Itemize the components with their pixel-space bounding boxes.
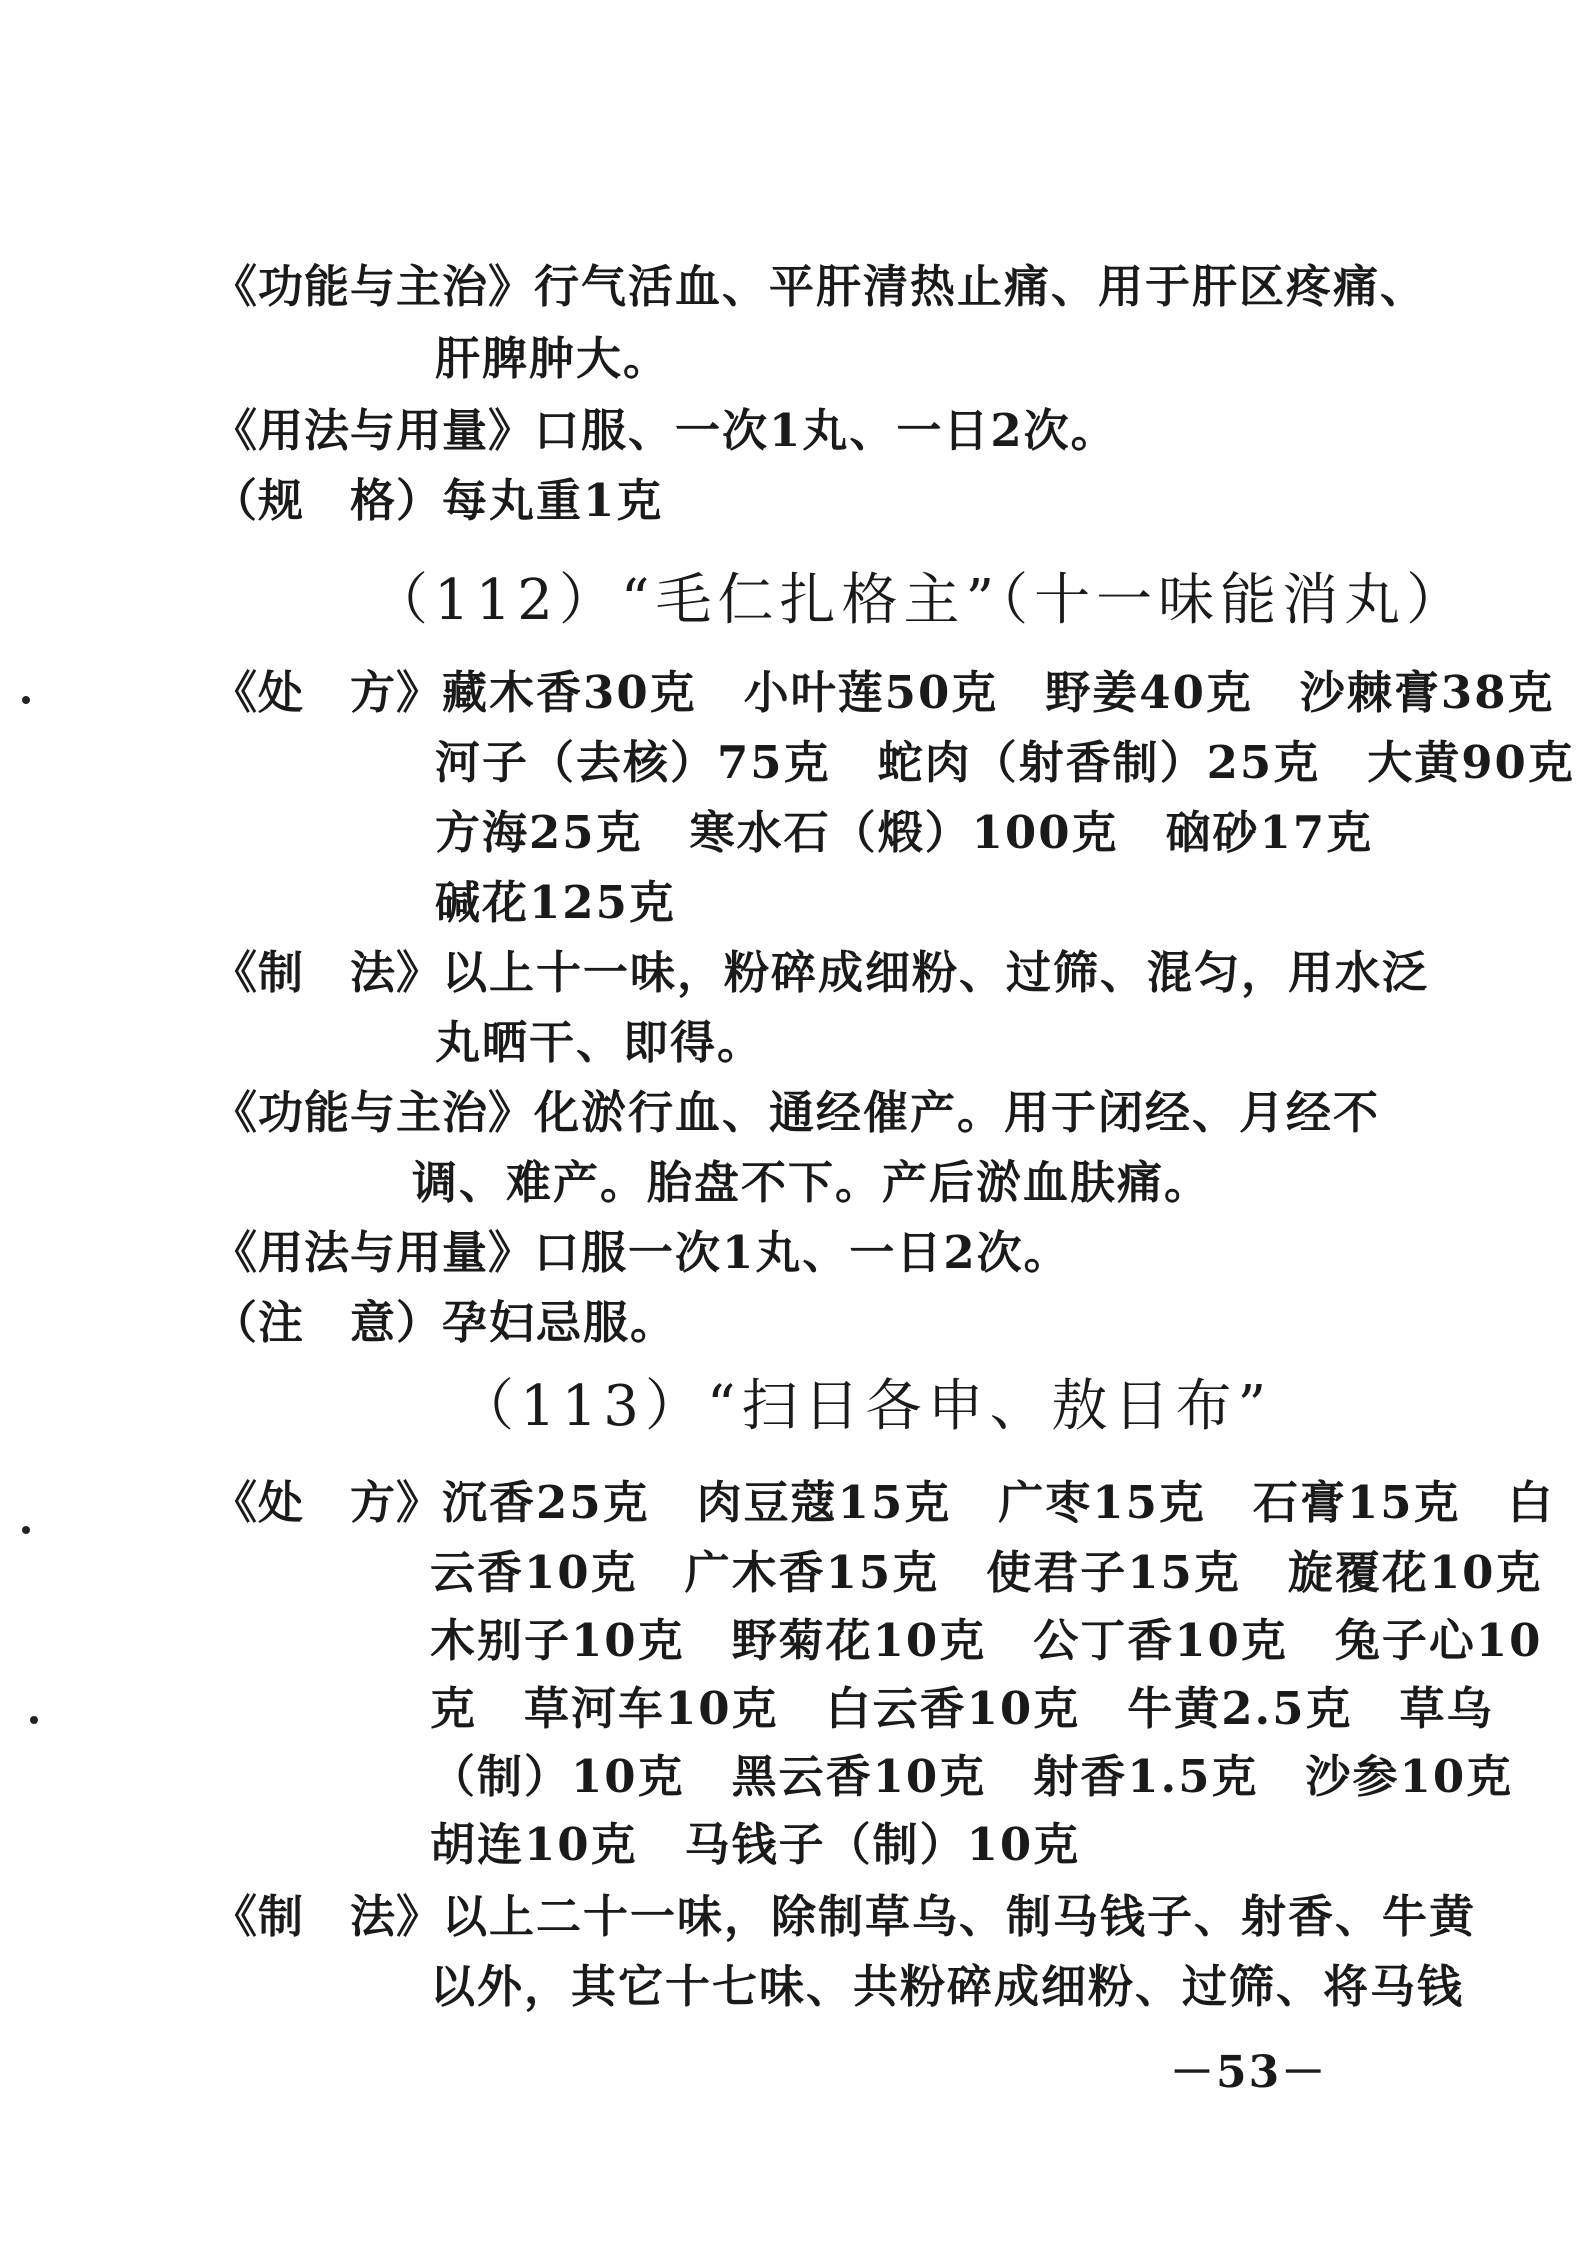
guige-label: （规 格） — [212, 474, 443, 527]
yongfa-entry-111 — [212, 394, 1118, 459]
zhifa-text: 以上二十一味，除制草乌、制马钱子、射香、牛黄 — [442, 1890, 1477, 1943]
chufang-text-cont: 碱花125克 — [435, 876, 676, 929]
scan-speck — [22, 1526, 30, 1534]
chufang-text-cont: 方海25克 寒水石（煅）100克 硇砂17克 — [435, 806, 1374, 859]
guige-text: 每丸重1克 — [442, 474, 664, 527]
yongfa-entry-112 — [212, 1216, 1071, 1281]
zhifa-text-cont: 以外，其它十七味、共粉碎成细粉、过筛、将马钱 — [430, 1960, 1465, 2013]
gongneng-text: 行气活血、平肝清热止痛、用于肝区疼痛、 — [534, 260, 1428, 313]
gongneng-text-cont: 调、难产。胎盘不下。产后淤血肤痛。 — [412, 1156, 1212, 1209]
chufang-text: 沉香25克 肉豆蔻15克 广枣15克 石膏15克 白 — [442, 1476, 1555, 1529]
zhifa-entry-113 — [212, 1880, 1476, 1945]
zhifa-entry-112 — [212, 936, 1429, 1001]
scan-speck — [22, 696, 30, 704]
guige-entry-111 — [212, 464, 663, 529]
chufang-entry-112 — [212, 656, 1555, 721]
chufang-text-cont: 克 草河车10克 白云香10克 牛黄2.5克 草乌 — [430, 1682, 1494, 1735]
gongneng-label: 《功能与主治》 — [212, 1086, 535, 1139]
yongfa-label: 《用法与用量》 — [212, 404, 535, 457]
gongneng-entry-112 — [212, 1076, 1380, 1141]
zhifa-label: 《制 法》 — [212, 946, 443, 999]
scan-speck — [30, 1716, 38, 1724]
page-number: －53－ — [1170, 2047, 1328, 2098]
zhuyi-entry-112 — [212, 1286, 677, 1351]
chufang-text-cont: 胡连10克 马钱子（制）10克 — [430, 1818, 1081, 1871]
chufang-entry-113 — [212, 1466, 1555, 1531]
gongneng-label: 《功能与主治》 — [212, 260, 535, 313]
zhuyi-label: （注 意） — [212, 1296, 443, 1349]
chufang-label: 《处 方》 — [212, 666, 443, 719]
section-heading-113: （113）“扫日各申、敖日布” — [458, 1374, 1273, 1439]
gongneng-text-cont: 肝脾肿大。 — [435, 332, 671, 385]
chufang-text-cont: 河子（去核）75克 蛇肉（射香制）25克 大黄90克 — [435, 736, 1575, 789]
section-heading-112: （112）“毛仁扎格主”（十一味能消丸） — [372, 568, 1469, 633]
chufang-text-cont: 云香10克 广木香15克 使君子15克 旋覆花10克 — [430, 1546, 1543, 1599]
yongfa-label: 《用法与用量》 — [212, 1226, 535, 1279]
yongfa-text: 口服一次1丸、一日2次。 — [534, 1226, 1071, 1279]
gongneng-text: 化淤行血、通经催产。用于闭经、月经不 — [534, 1086, 1381, 1139]
zhuyi-text: 孕妇忌服。 — [442, 1296, 678, 1349]
zhifa-label: 《制 法》 — [212, 1890, 443, 1943]
chufang-text-cont: （制）10克 黑云香10克 射香1.5克 沙参10克 — [430, 1750, 1514, 1803]
zhifa-text-cont: 丸晒干、即得。 — [435, 1016, 765, 1069]
chufang-text: 藏木香30克 小叶莲50克 野姜40克 沙棘膏38克 — [442, 666, 1555, 719]
chufang-text-cont: 木别子10克 野菊花10克 公丁香10克 兔子心10 — [430, 1614, 1543, 1667]
gongneng-entry-111 — [212, 250, 1427, 315]
chufang-label: 《处 方》 — [212, 1476, 443, 1529]
yongfa-text: 口服、一次1丸、一日2次。 — [534, 404, 1118, 457]
zhifa-text: 以上十一味，粉碎成细粉、过筛、混匀，用水泛 — [442, 946, 1430, 999]
